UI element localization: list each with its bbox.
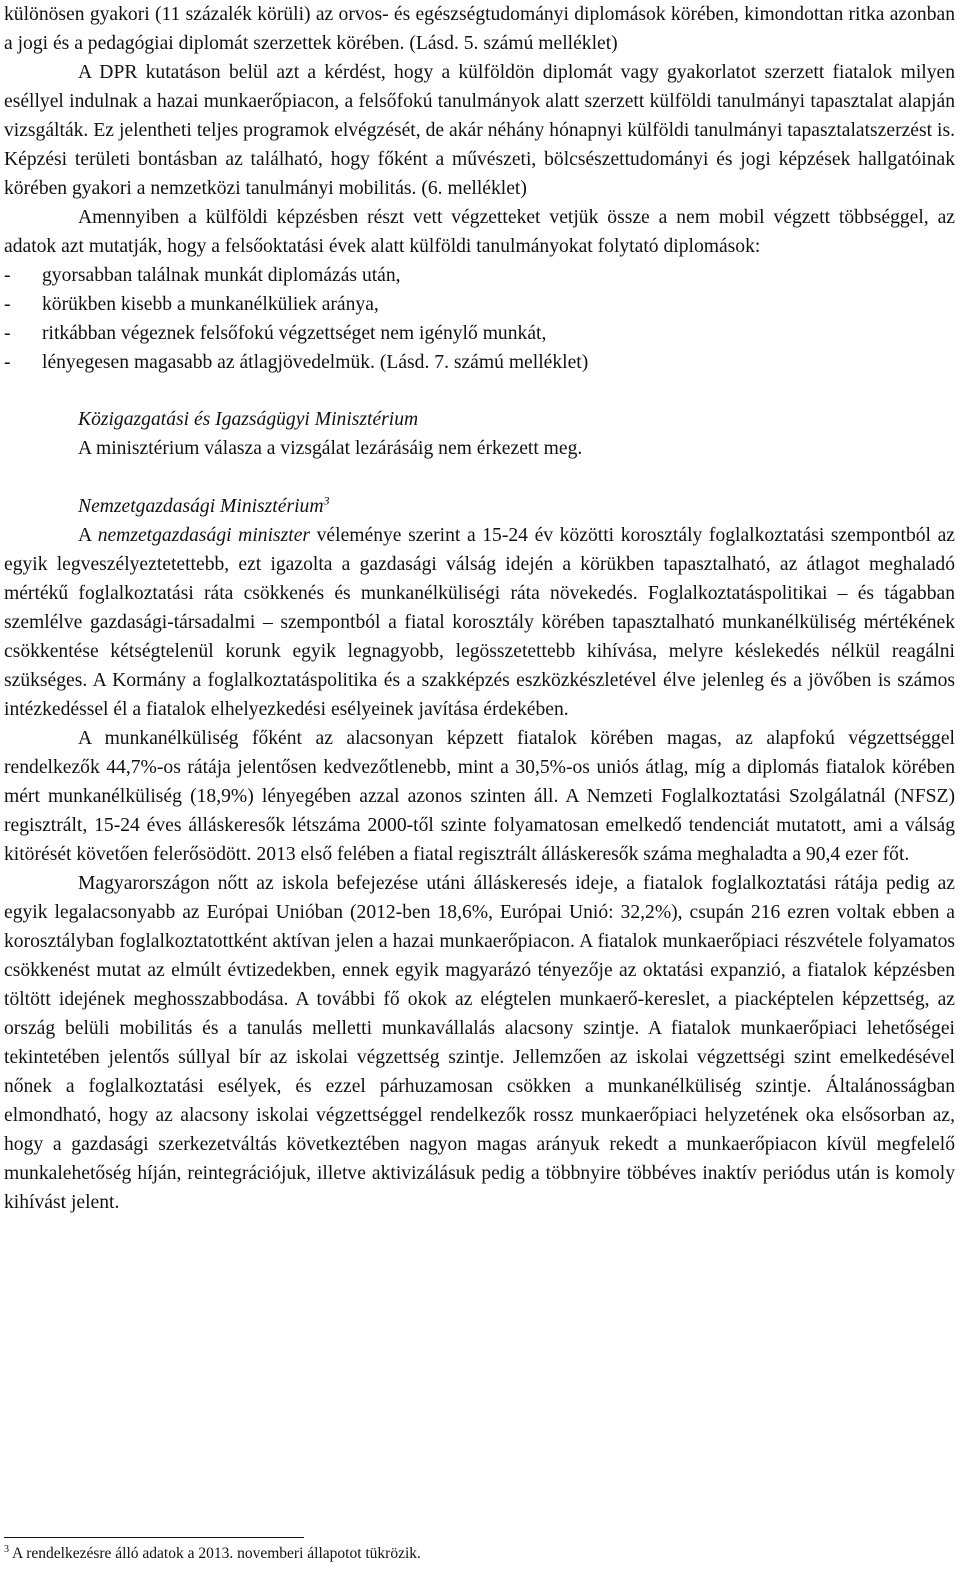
footnote-number: 3: [4, 1543, 9, 1555]
list-item-text: gyorsabban találnak munkát diplomázás után,: [42, 265, 401, 286]
footnote: [4, 1543, 421, 1565]
list-item: [4, 261, 955, 290]
paragraph-ngm-3: Magyarországon nőtt az iskola befejezése utáni álláskeresés ideje, a fiatalok foglalkoztatási rátája pedig az egyik legalacsonyabb az Európai Unióban (2012-ben 18,6%, Európai Unió: 32,2%), csupán 216 ezren voltak ebben a korosztályban foglalkoztatottként aktívan jelen a hazai munkaerőpiacon. A fiatalok munkaerőpiaci részvétele folyamatos csökkenést mutat az elmúlt évtizedekben, ennek egyik magyarázó tényezője az oktatási expanzió, a fiatalok képzésben töltött idejének meghosszabbodása. A további fő okok az elégtelen munkaerő-kereslet, a piacképtelen képzettség, az ország belüli mobilitás és a tanulás melletti munkavállalás alacsony szintje. A fiatalok munkaerőpiaci lehetőségei tekintetében jelentős súllyal bír az iskolai végzettség szintje. Jellemzően az iskolai végzettségi szint emelkedésével nőnek a foglalkoztatási esélyek, és ezzel párhuzamosan csökken a munkanélküliség szintje. Általánosságban elmondható, hogy az alacsony iskolai végzettséggel rendelkezők rossz munkaerőpiaci helyzetének oka elsősorban az, hogy a gazdasági szerkezetváltás következtében nagyon magas arányuk rekedt a munkaerőpiacon kívül megfelelő munkalehetőség híján, reintegrációjuk, illetve aktivizálásuk pedig a többnyire többéves inaktív periódus után is komoly kihívást jelent.: [4, 873, 955, 1213]
list-item-text: körükben kisebb a munkanélküliek aránya,: [42, 294, 379, 315]
paragraph-ngm-1: [4, 521, 955, 724]
footnote-ref[interactable]: 3: [323, 493, 330, 508]
list-item: [4, 290, 955, 319]
section-heading-kim: Közigazgatási és Igazságügyi Minisztérium: [78, 409, 419, 430]
benefits-list: [4, 261, 955, 377]
footnote-divider: [4, 1537, 304, 1538]
paragraph-ngm-1-start: A: [78, 525, 98, 546]
document-page: [4, 0, 955, 1217]
footnote-text: A rendelkezésre álló adatok a 2013. novemberi állapotot tükrözik.: [9, 1545, 421, 1562]
paragraph-kim: A minisztérium válasza a vizsgálat lezárásáig nem érkezett meg.: [78, 438, 583, 459]
list-item: [4, 348, 955, 377]
list-item-text: lényegesen magasabb az átlagjövedelmük. (Lásd. 7. számú melléklet): [42, 352, 589, 373]
paragraph-3: Amennyiben a külföldi képzésben részt vett végzetteket vetjük össze a nem mobil végzett többséggel, az adatok azt mutatják, hogy a felsőoktatási évek alatt külföldi tanulmányokat folytató diplomások:: [4, 207, 955, 257]
section-heading-ngm-text: Nemzetgazdasági Minisztérium: [78, 496, 324, 517]
paragraph-ngm-1-rest: véleménye szerint a 15-24 év közötti korosztály foglalkoztatási szempontból az egyik legveszélyeztetettebb, ezt igazolta a gazdasági válság idején a körükben tapasztalható, az átlagot meghaladó mértékű foglalkoztatási ráta csökkenés és munkanélküliségi ráta növekedés. Foglalkoztatáspolitikai – és tágabban szemlélve gazdasági-társadalmi – szempontból a fiatal korosztály körében tapasztalható munkanélküliség mértékének csökkentése kétségtelenül korunk egyik legnagyobb, legösszetettebb kihívása, melyre késlekedés nélkül reagálni szükséges. A Kormány a foglalkoztatáspolitika és a szakképzés eszközkészletével élve jelenleg és a jövőben is számos intézkedéssel él a fiatalok elhelyezkedési esélyeinek javítása érdekében.: [4, 525, 955, 720]
paragraph-ngm-2: A munkanélküliség főként az alacsonyan képzett fiatalok körében magas, az alapfokú végzettséggel rendelkezők 44,7%-os rátája jelentősen kedvezőtlenebb, mint a 30,5%-os uniós átlag, míg a diplomás fiatalok körében mért munkanélküliség (18,9%) lényegében azzal azonos szinten áll. A Nemzeti Foglalkoztatási Szolgálatnál (NFSZ) regisztrált, 15-24 éves álláskeresők létszáma 2000-től szinte folyamatosan emelkedő tendenciát mutatott, ami a válság kitörését követően felerősödött. 2013 első felében a fiatal regisztrált álláskeresők száma meghaladta a 90,4 ezer főt.: [4, 728, 955, 865]
list-item-text: ritkábban végeznek felsőfokú végzettséget nem igénylő munkát,: [42, 323, 547, 344]
paragraph-ngm-1-italic: nemzetgazdasági miniszter: [97, 525, 311, 546]
paragraph-2: A DPR kutatáson belül azt a kérdést, hogy a külföldön diplomát vagy gyakorlatot szerzett fiatalok milyen eséllyel indulnak a hazai munkaerőpiacon, a felsőfokú tanulmányok alatt szerzett külföldi tanulmányi tapasztalat alapján vizsgálták. Ez jelentheti teljes programok elvégzését, de akár néhány hónapnyi külföldi tanulmányi tapasztalatszerzést is. Képzési területi bontásban az található, hogy főként a művészeti, bölcsészettudományi és jogi képzések hallgatóinak körében gyakori a nemzetközi tanulmányi mobilitás. (6. melléklet): [4, 62, 955, 199]
paragraph-1: különösen gyakori (11 százalék körüli) az orvos- és egészségtudományi diplomások körében, kimondottan ritka azonban a jogi és a pedagógiai diplomát szerzettek körében. (Lásd. 5. számú melléklet): [4, 4, 955, 54]
section-heading-ngm: [4, 492, 955, 521]
list-item: [4, 319, 955, 348]
